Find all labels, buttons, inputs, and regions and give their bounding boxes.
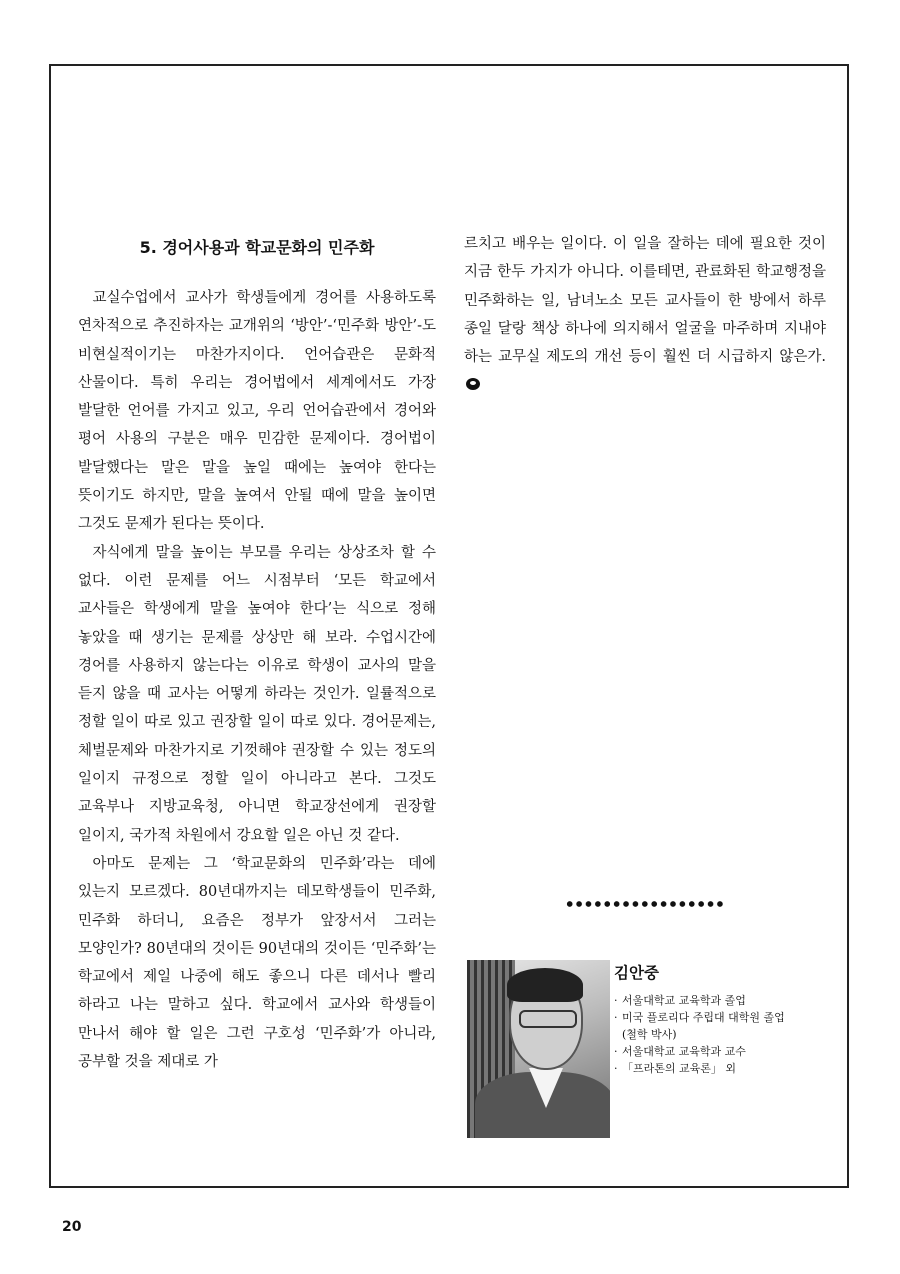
dotted-divider [565, 899, 725, 909]
bio-item: · 「프라톤의 교육론」 외 [614, 1060, 846, 1077]
bio-item: · 서울대학교 교육학과 졸업 [614, 992, 846, 1009]
end-mark-icon [466, 378, 480, 390]
bio-item: · 서울대학교 교육학과 교수 [614, 1043, 846, 1060]
author-photo [467, 960, 610, 1138]
author-bio [614, 992, 846, 1077]
left-column [78, 284, 436, 1076]
bio-item: (철학 박사) [622, 1028, 677, 1041]
bio-item: · 미국 플로리다 주립대 대학원 졸업 [614, 1009, 846, 1026]
author-name: 김안중 [614, 964, 659, 982]
right-column [464, 230, 826, 400]
paragraph: 자식에게 말을 높이는 부모를 우리는 상상조차 할 수 없다. 이런 문제를 어느 시점부터 ‘모든 학교에서 교사들은 학생에게 말을 높여야 한다’는 식으로 정해 놓았을 때 생기는 문제를 상상만 해 보라. 수업시간에 경어를 사용하지 않는다는 이유로 학생이 교사의 말을 듣지 않을 때 교사는 어떻게 하라는 것인가. 일률적으로 정할 일이 따로 있고 권장할 일이 따로 있다. 경어문제는, 체벌문제와 마찬가지로 기껏해야 권장할 수 있는 정도의 일이지 규정으로 정할 일이 아니라고 본다. 그것도 교육부나 지방교육청, 아니면 학교장선에게 권장할 일이지, 국가적 차원에서 강요할 일은 아닌 것 같다. [78, 544, 436, 844]
paragraph: 아마도 문제는 그 ‘학교문화의 민주화’라는 데에 있는지 모르겠다. 80년대까지는 데모학생들이 민주화, 민주화 하더니, 요즘은 정부가 앞장서서 그러는 모양인가? 80년대의 것이든 90년대의 것이든 ‘민주화’는 학교에서 제일 나중에 해도 좋으니 다른 데서나 빨리 하라고 나는 말하고 싶다. 학교에서 교사와 학생들이 만나서 해야 할 일은 그런 구호성 ‘민주화’가 아니라, 공부할 것을 제대로 가 [78, 855, 436, 1071]
section-heading: 5. 경어사용과 학교문화의 민주화 [139, 238, 375, 257]
paragraph-continuation: 르치고 배우는 일이다. 이 일을 잘하는 데에 필요한 것이 지금 한두 가지가 아니다. 이를테면, 관료화된 학교행정을 민주화하는 일, 남녀노소 모든 교사들이 한 방에서 하루 종일 달랑 책상 하나에 의지해서 얼굴을 마주하며 지내야 하는 교무실 제도의 개선 등이 훨씬 더 시급하지 않은가. [464, 236, 826, 366]
page-number: 20 [62, 1219, 82, 1235]
paragraph: 교실수업에서 교사가 학생들에게 경어를 사용하도록 연차적으로 추진하자는 교개위의 ‘방안’-‘민주화 방안’-도 비현실적이기는 마찬가지이다. 언어습관은 문화적 산물이다. 특히 우리는 경어법에서 세계에서도 가장 발달한 언어를 가지고 있고, 우리 언어습관에서 경어와 평어 사용의 구분은 매우 민감한 문제이다. 경어법이 발달했다는 말은 말을 높일 때에는 높여야 한다는 뜻이기도 하지만, 말을 높여서 안될 때에 말을 높이면 그것도 문제가 된다는 뜻이다. [78, 290, 436, 533]
